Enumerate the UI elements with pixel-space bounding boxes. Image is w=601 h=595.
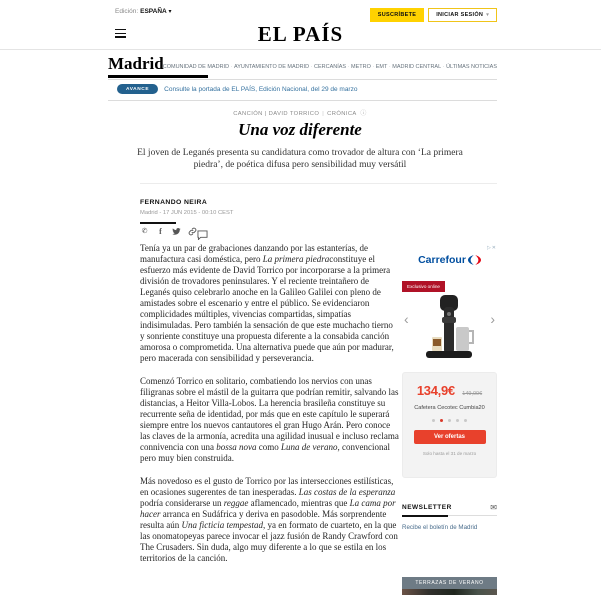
carousel-dot[interactable] — [432, 419, 435, 422]
kicker-cronica-tag[interactable]: CRÓNICA — [327, 111, 357, 117]
carousel-dot[interactable] — [456, 419, 459, 422]
adchoices-close-icons[interactable]: ▷✕ — [486, 245, 497, 251]
carousel-dot[interactable] — [464, 419, 467, 422]
nav-ayuntamiento-de-madrid[interactable]: AYUNTAMIENTO DE MADRID · — [234, 64, 314, 70]
ver-ofertas-button[interactable]: Ver ofertas — [414, 430, 486, 444]
article-title: Una voz diferente — [238, 120, 362, 139]
notice-divider — [108, 100, 497, 101]
carrefour-logo[interactable]: Carrefour — [402, 254, 497, 266]
promo-caption[interactable]: TERRAZAS DE VERANO — [402, 577, 497, 589]
ad-price: 134,9€ — [416, 383, 455, 398]
section-title-madrid[interactable]: Madrid — [108, 54, 164, 73]
promo-module — [402, 577, 497, 595]
avance-badge: AVANCE — [117, 84, 158, 94]
carousel-next-icon[interactable]: › — [490, 311, 495, 327]
section-divider — [108, 79, 497, 80]
article-body — [140, 243, 399, 576]
article-head-divider — [140, 183, 497, 184]
caret-down-icon: ▾ — [168, 9, 172, 15]
topbar-actions — [370, 8, 497, 22]
newsletter-title: NEWSLETTER — [402, 504, 452, 511]
promo-photo[interactable] — [402, 589, 497, 595]
ad-old-price: 149,00€ — [462, 391, 483, 397]
facebook-share-icon[interactable]: f — [159, 227, 162, 236]
ad-badge: Exclusivo online — [402, 281, 445, 292]
newsletter-link[interactable]: Recibe el boletín de Madrid — [402, 524, 478, 531]
article-subtitle: El joven de Leganés presenta su candidatura como trovador de altura con ‘La primera piedra’, de poética difusa pero sensibilidad muy versátil — [137, 148, 463, 170]
article-dateline: Madrid - 17 JUN 2015 - 00:10 CEST — [140, 210, 234, 216]
whatsapp-share-icon[interactable]: ✆ — [141, 228, 148, 235]
byline-rule — [140, 222, 176, 224]
paragraph: Más novedoso es el gusto de Torrico por las intersecciones estilísticas, en ocasiones sugerentes de tan inesperadas. Las costas de la esperanza podría considerarse un reggae aflamencado, mientras que La cama por hacer arranca en Sudáfrica y deriva en pasodoble. Más sorprendente resulta aún Una ficticia tempestad, ya en formato de cuarteto, en la que las onomatopeyas parece invocar el jazz fusión de Randy Crawford con The Crusaders. Sin duda, algo muy diferente a lo que se estila en los territorios de la canción. — [140, 476, 398, 563]
carousel-dot-active[interactable] — [440, 419, 443, 422]
section-nav — [163, 64, 497, 70]
share-toolbar — [140, 227, 197, 236]
carousel-dot[interactable] — [448, 419, 451, 422]
author-name[interactable]: FERNANDO NEIRA — [140, 199, 208, 206]
notice-link[interactable]: Consulte la portada de EL PAÍS, Edición Nacional, del 29 de marzo — [164, 85, 358, 93]
newsletter-divider — [402, 515, 497, 517]
copy-link-icon[interactable] — [188, 227, 197, 236]
nav-ultimas-noticias[interactable]: ÚLTIMAS NOTICIAS — [446, 64, 497, 70]
ad-legal-text: Solo hasta el 31 de marzo — [422, 451, 477, 456]
login-button[interactable]: INICIAR SESIÓN ▾ — [428, 8, 497, 22]
article-kicker: CANCIÓN | DAVID TORRICO | CRÓNICA ⓘ — [233, 111, 367, 117]
front-page-notice — [117, 84, 357, 94]
section-underline — [108, 75, 208, 78]
newsletter-module — [402, 503, 497, 531]
carousel-dots — [403, 419, 496, 422]
edition-value: ESPAÑA — [140, 8, 167, 15]
envelope-icon: ✉ — [490, 503, 497, 512]
article-header — [130, 108, 470, 171]
info-icon: ⓘ — [360, 111, 367, 117]
edition-label: Edición: — [115, 8, 139, 15]
carousel-prev-icon[interactable]: ‹ — [404, 311, 409, 327]
coffee-machine-image[interactable] — [420, 293, 478, 374]
elpais-logo[interactable]: EL PAÍS — [257, 22, 344, 46]
nav-metro[interactable]: METRO · — [351, 64, 376, 70]
carrefour-emblem-icon — [468, 255, 481, 265]
edition-selector[interactable] — [115, 8, 172, 15]
ad-product-name: Cafetera Cecotec Cumbia20 — [414, 405, 485, 411]
ad-offer-panel — [402, 372, 497, 478]
carrefour-ad — [402, 245, 497, 478]
subscribe-button[interactable]: SUSCRÍBETE — [370, 8, 424, 22]
nav-comunidad-de-madrid[interactable]: COMUNIDAD DE MADRID · — [163, 64, 234, 70]
nav-madrid-central[interactable]: MADRID CENTRAL · — [392, 64, 446, 70]
kicker-topics[interactable]: CANCIÓN | DAVID TORRICO — [233, 111, 320, 117]
nav-emt[interactable]: EMT · — [376, 64, 393, 70]
paragraph: Tenía ya un par de grabaciones danzando por las estanterías, de manufactura casi doméstica, pero La primera piedraconstituye el esfuerzo más evidente de David Torrico por incorporarse a la primera división de trovadores peninsulares. Y el reciente treintañero de Leganés quiso celebrarlo anoche en la Galileo Galilei con pleno de amistades sobre el escenario y entre el público. Se evidenciaron complicidades múltiples, vivencias compartidas, simpatías indisimuladas. Pero también la sensación de que este muchacho tierno y sonriente constituye una propuesta diferente a la consabida canción amorosa o comprometida. Una alternativa puede que aún por madurar, pero macerada con sensibilidad y perseverancia. — [140, 243, 394, 363]
twitter-share-icon[interactable] — [172, 227, 181, 236]
masthead-divider — [0, 49, 601, 50]
paragraph: Comenzó Torrico en solitario, combatiendo los nervios con unas filigranas sobre el mástil de la guitarra que podrían remitir, salvando las distancias, a Heitor Villa-Lobos. La herencia brasileña constituye su recurrente seña de identidad, por más que en este capítulo le superará siempre entre los nuevos cantautores el gran Hugo Arán. Pero conoce las claves de la armonía, acredita una agilidad inusual e incluso reclama connivencia con una bossa nova como Luna de verano, convencional pero muy bien construida. — [140, 376, 399, 463]
byline-block — [140, 199, 233, 224]
caret-down-icon: ▾ — [486, 12, 489, 18]
nav-cercanias[interactable]: CERCANÍAS · — [314, 64, 351, 70]
